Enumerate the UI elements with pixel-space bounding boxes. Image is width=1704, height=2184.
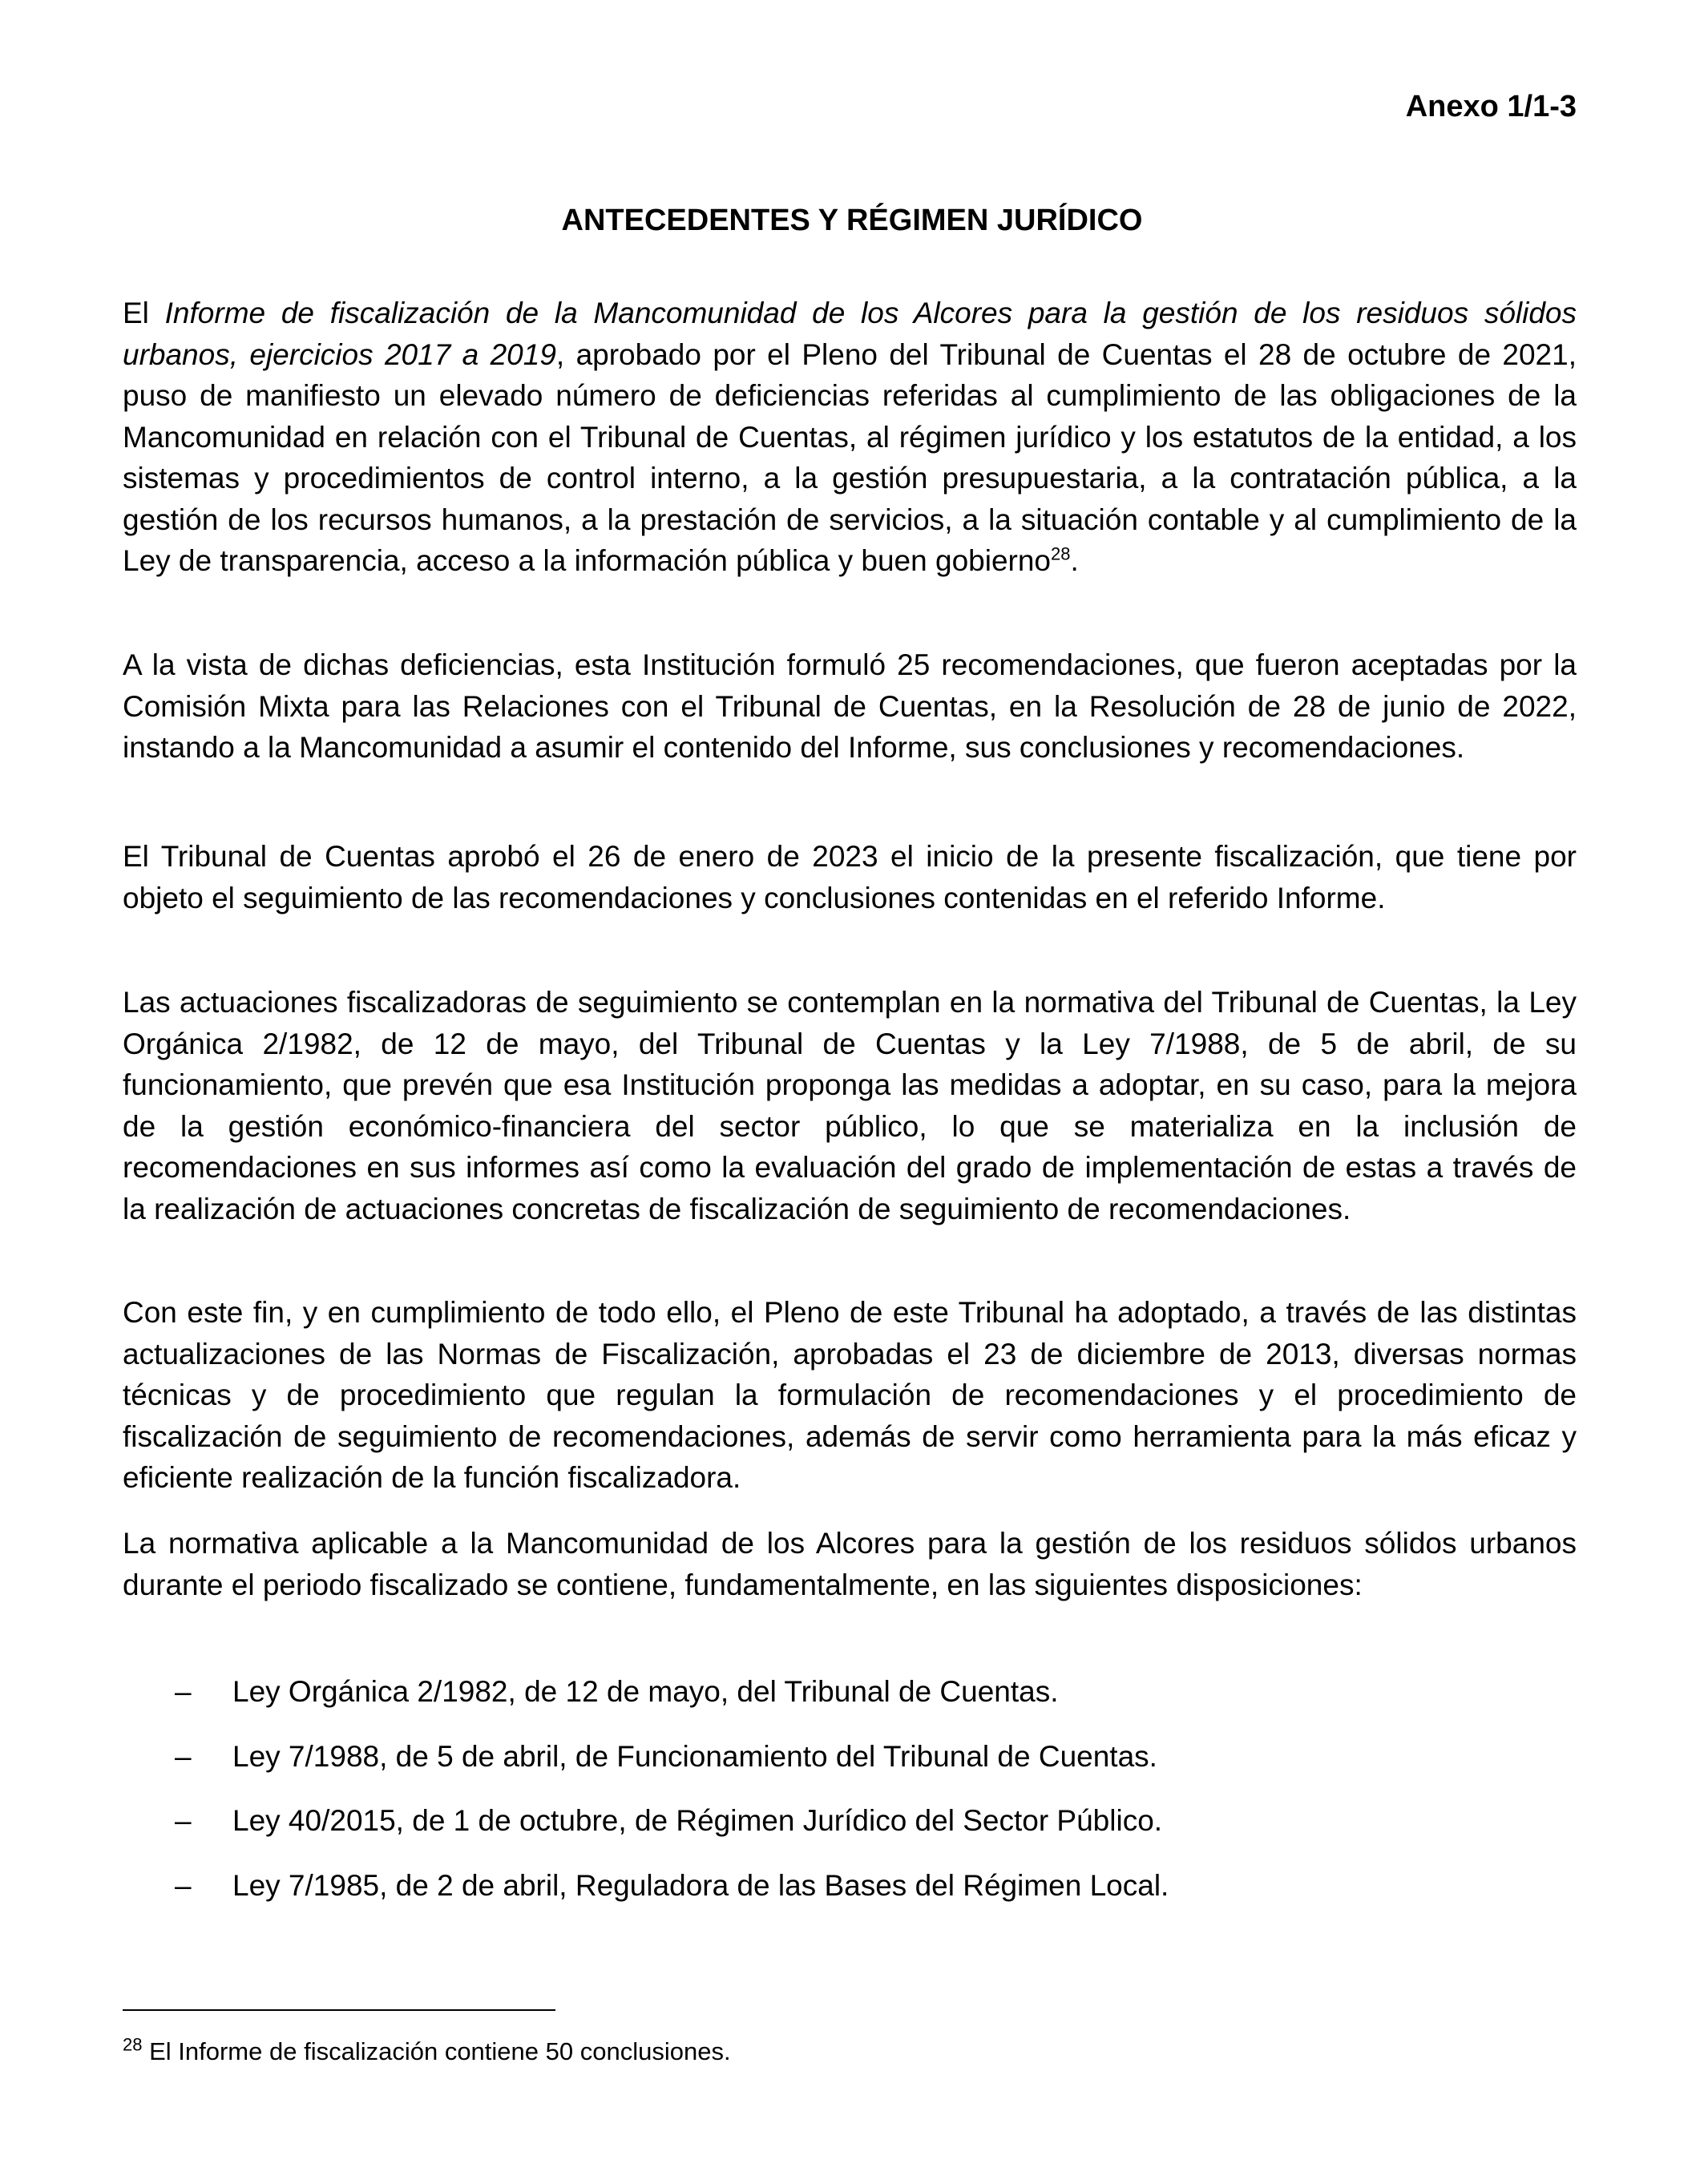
dash-bullet: –	[175, 1869, 192, 1902]
list-item-text: Ley 7/1988, de 5 de abril, de Funcionamiento del Tribunal de Cuentas.	[232, 1740, 1157, 1773]
annex-label: Anexo 1/1-3	[1405, 90, 1577, 123]
footnote-divider	[123, 2009, 555, 2011]
paragraph-5: Con este fin, y en cumplimiento de todo ello, el Pleno de este Tribunal ha adoptado, a través de las distintas actualizaciones de las Normas de Fiscalización, aprobadas el 23 de diciembre de 2013, diversas normas técnicas y de procedimiento que regulan la formulación de recomendaciones y el procedimiento de fiscalización de seguimiento de recomendaciones, además de servir como herramienta para la más eficaz y eficiente realización de la función fiscalizadora.	[123, 1296, 1577, 1494]
p1-end: .	[1070, 544, 1079, 577]
dash-bullet: –	[175, 1740, 192, 1773]
report-title-italic: Informe de fiscalización de la Mancomunidad de los Alcores para la gestión de los residuos sólidos urbanos, ejercicios 2017 a 2019	[123, 297, 1577, 371]
paragraph-1	[123, 293, 1577, 582]
paragraph-2: A la vista de dichas deficiencias, esta Institución formuló 25 recomendaciones, que fueron aceptadas por la Comisión Mixta para las Relaciones con el Tribunal de Cuentas, en la Resolución de 28 de junio de 2022, instando a la Mancomunidad a asumir el contenido del Informe, sus conclusiones y recomendaciones.	[123, 648, 1577, 764]
footnote-text: El Informe de fiscalización contiene 50 conclusiones.	[142, 2037, 731, 2065]
page-title: ANTECEDENTES Y RÉGIMEN JURÍDICO	[561, 204, 1143, 237]
paragraph-4: Las actuaciones fiscalizadoras de seguimiento se contemplan en la normativa del Tribunal de Cuentas, la Ley Orgánica 2/1982, de 12 de mayo, del Tribunal de Cuentas y la Ley 7/1988, de 5 de abril, de su funcionamiento, que prevén que esa Institución proponga las medidas a adoptar, en su caso, para la mejora de la gestión económico-financiera del sector público, lo que se materializa en la inclusión de recomendaciones en sus informes así como la evaluación del grado de implementación de estas a través de la realización de actuaciones concretas de fiscalización de seguimiento de recomendaciones.	[123, 986, 1577, 1225]
list-item-text: Ley 7/1985, de 2 de abril, Reguladora de las Bases del Régimen Local.	[232, 1869, 1169, 1902]
footnote-ref[interactable]: 28	[1051, 543, 1071, 564]
paragraph-6: La normativa aplicable a la Mancomunidad de los Alcores para la gestión de los residuos sólidos urbanos durante el periodo fiscalizado se contiene, fundamentalmente, en las siguientes disposiciones:	[123, 1527, 1577, 1601]
list-item-text: Ley Orgánica 2/1982, de 12 de mayo, del Tribunal de Cuentas.	[232, 1675, 1059, 1708]
footnote	[123, 2036, 731, 2068]
dash-bullet: –	[175, 1675, 192, 1708]
footnote-number: 28	[123, 2034, 143, 2055]
dash-bullet: –	[175, 1804, 192, 1837]
p1-text: , aprobado por el Pleno del Tribunal de Cuentas el 28 de octubre de 2021, puso de manifiesto un elevado número de deficiencias referidas al cumplimiento de las obligaciones de la Mancomunidad en relación con el Tribunal de Cuentas, al régimen jurídico y los estatutos de la entidad, a los sistemas y procedimientos de control interno, a la gestión presupuestaria, a la contratación pública, a la gestión de los recursos humanos, a la prestación de servicios, a la situación contable y al cumplimiento de la Ley de transparencia, acceso a la información pública y buen gobierno	[123, 337, 1577, 577]
p1-lead: El	[123, 297, 165, 329]
paragraph-3: El Tribunal de Cuentas aprobó el 26 de enero de 2023 el inicio de la presente fiscalización, que tiene por objeto el seguimiento de las recomendaciones y conclusiones contenidas en el referido Informe.	[123, 840, 1577, 914]
list-item-text: Ley 40/2015, de 1 de octubre, de Régimen Jurídico del Sector Público.	[232, 1804, 1163, 1837]
